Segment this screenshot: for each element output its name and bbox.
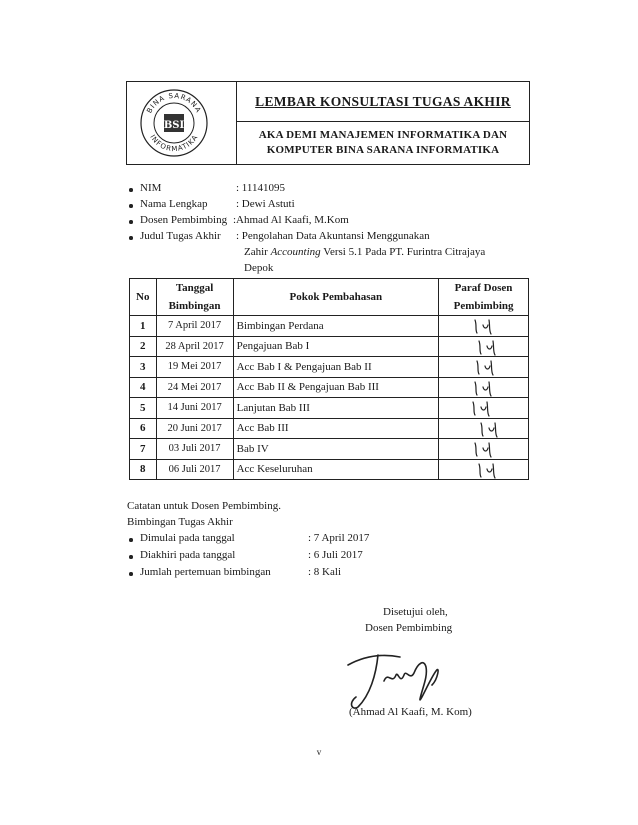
row-topic: Acc Keseluruhan bbox=[233, 459, 438, 480]
row-date: 7 April 2017 bbox=[156, 316, 233, 337]
meeting-count-value: : 8 Kali bbox=[308, 566, 341, 578]
row-signature-cell bbox=[439, 377, 529, 398]
thesis-title-line3: Depok bbox=[244, 262, 274, 274]
column-header-signature: Paraf Dosen Pembimbing bbox=[439, 279, 529, 316]
row-number: 6 bbox=[130, 418, 157, 439]
row-number: 5 bbox=[130, 398, 157, 419]
consultation-table bbox=[129, 278, 529, 480]
row-topic: Pengajuan Bab I bbox=[233, 336, 438, 357]
advisor-name: (Ahmad Al Kaafi, M. Kom) bbox=[349, 706, 472, 718]
advisor-value: :Ahmad Al Kaafi, M.Kom bbox=[233, 214, 349, 226]
row-signature-cell bbox=[439, 316, 529, 337]
table-row bbox=[130, 377, 529, 398]
end-date-label: Diakhiri pada tanggal bbox=[140, 549, 236, 561]
header-divider bbox=[236, 121, 530, 122]
initials-signature bbox=[473, 338, 513, 356]
table-header-row bbox=[130, 279, 529, 316]
row-date: 24 Mei 2017 bbox=[156, 377, 233, 398]
row-number: 4 bbox=[130, 377, 157, 398]
approval-line1: Disetujui oleh, bbox=[383, 606, 448, 618]
bullet-icon bbox=[129, 555, 133, 559]
end-date-value: : 6 Juli 2017 bbox=[308, 549, 363, 561]
notes-subheading: Bimbingan Tugas Akhir bbox=[127, 516, 233, 528]
institution-logo bbox=[139, 88, 209, 158]
row-date: 06 Juli 2017 bbox=[156, 459, 233, 480]
header-divider bbox=[236, 81, 237, 165]
thesis-title-line1: : Pengolahan Data Akuntansi Menggunakan bbox=[236, 230, 430, 242]
row-signature-cell bbox=[439, 336, 529, 357]
table-row bbox=[130, 398, 529, 419]
row-topic: Acc Bab I & Pengajuan Bab II bbox=[233, 357, 438, 378]
row-date: 19 Mei 2017 bbox=[156, 357, 233, 378]
row-signature-cell bbox=[439, 439, 529, 460]
svg-text:BINA SARANA: BINA SARANA bbox=[145, 91, 203, 115]
table-row bbox=[130, 439, 529, 460]
row-topic: Bab IV bbox=[233, 439, 438, 460]
row-date: 14 Juni 2017 bbox=[156, 398, 233, 419]
name-label: Nama Lengkap bbox=[140, 198, 208, 210]
thesis-title-line2: Zahir Accounting Versi 5.1 Pada PT. Furintra Citrajaya bbox=[244, 246, 486, 258]
bullet-icon bbox=[129, 188, 133, 192]
initials-signature bbox=[475, 420, 515, 438]
row-number: 3 bbox=[130, 357, 157, 378]
meeting-count-label: Jumlah pertemuan bimbingan bbox=[140, 566, 271, 578]
nim-label: NIM bbox=[140, 182, 162, 194]
initials-signature bbox=[473, 461, 513, 479]
row-number: 7 bbox=[130, 439, 157, 460]
initials-signature bbox=[467, 399, 507, 417]
page-number: v bbox=[316, 747, 322, 757]
start-date-label: Dimulai pada tanggal bbox=[140, 532, 235, 544]
column-header-date: Tanggal Bimbingan bbox=[156, 279, 233, 316]
table-row bbox=[130, 316, 529, 337]
notes-heading: Catatan untuk Dosen Pembimbing. bbox=[127, 500, 281, 512]
row-topic: Lanjutan Bab III bbox=[233, 398, 438, 419]
initials-signature bbox=[469, 440, 509, 458]
row-number: 1 bbox=[130, 316, 157, 337]
row-topic: Acc Bab II & Pengajuan Bab III bbox=[233, 377, 438, 398]
thesis-title-label: Judul Tugas Akhir bbox=[140, 230, 221, 242]
row-number: 8 bbox=[130, 459, 157, 480]
advisor-signature bbox=[340, 645, 450, 715]
row-topic: Acc Bab III bbox=[233, 418, 438, 439]
initials-signature bbox=[469, 379, 509, 397]
institution-name-line2: KOMPUTER BINA SARANA INFORMATIKA bbox=[266, 144, 500, 156]
bullet-icon bbox=[129, 236, 133, 240]
nim-value: : 11141095 bbox=[236, 182, 285, 194]
table-row bbox=[130, 357, 529, 378]
row-signature-cell bbox=[439, 357, 529, 378]
advisor-label: Dosen Pembimbing bbox=[140, 214, 228, 226]
form-title: LEMBAR KONSULTASI TUGAS AKHIR bbox=[255, 94, 511, 109]
row-signature-cell bbox=[439, 398, 529, 419]
row-topic: Bimbingan Perdana bbox=[233, 316, 438, 337]
row-date: 03 Juli 2017 bbox=[156, 439, 233, 460]
institution-name-line1: AKA DEMI MANAJEMEN INFORMATIKA DAN bbox=[258, 129, 508, 141]
initials-signature bbox=[469, 317, 509, 335]
start-date-value: : 7 April 2017 bbox=[308, 532, 370, 544]
column-header-no: No bbox=[130, 279, 157, 316]
table-row bbox=[130, 459, 529, 480]
column-header-topic: Pokok Pembahasan bbox=[233, 279, 438, 316]
table-row bbox=[130, 336, 529, 357]
row-number: 2 bbox=[130, 336, 157, 357]
svg-text:INFORMATIKA: INFORMATIKA bbox=[148, 133, 200, 154]
row-date: 20 Juni 2017 bbox=[156, 418, 233, 439]
row-date: 28 April 2017 bbox=[156, 336, 233, 357]
bullet-icon bbox=[129, 220, 133, 224]
row-signature-cell bbox=[439, 418, 529, 439]
bullet-icon bbox=[129, 538, 133, 542]
row-signature-cell bbox=[439, 459, 529, 480]
bullet-icon bbox=[129, 572, 133, 576]
approval-line2: Dosen Pembimbing bbox=[365, 622, 453, 634]
name-value: : Dewi Astuti bbox=[236, 198, 295, 210]
svg-text:BSI: BSI bbox=[163, 120, 185, 131]
table-row bbox=[130, 418, 529, 439]
initials-signature bbox=[471, 358, 511, 376]
bullet-icon bbox=[129, 204, 133, 208]
